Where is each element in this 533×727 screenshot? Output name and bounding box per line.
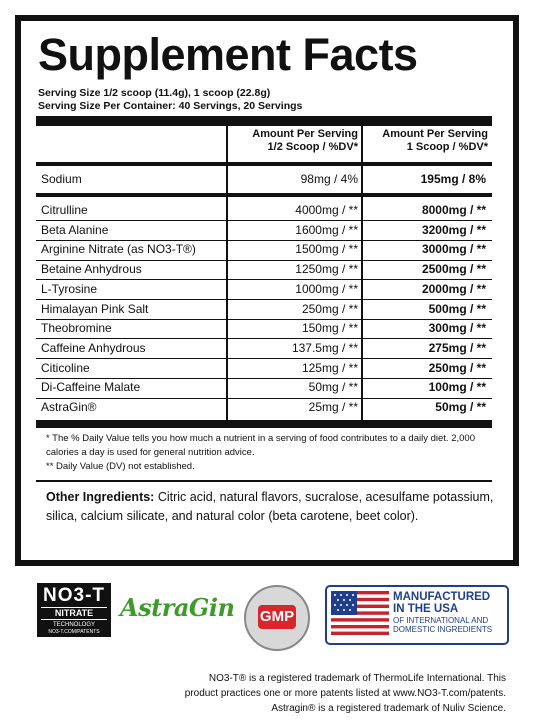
ingredient-row bbox=[36, 300, 492, 319]
other-ingredients bbox=[46, 488, 496, 526]
full-scoop-amount: 300mg / ** bbox=[428, 321, 486, 336]
ingredient-row bbox=[36, 201, 492, 220]
half-scoop-amount: 25mg / ** bbox=[308, 400, 358, 414]
sodium-row bbox=[36, 170, 492, 189]
full-scoop-amount: 3000mg / ** bbox=[421, 242, 486, 257]
ingredient-name: L-Tyrosine bbox=[41, 281, 98, 296]
daily-value-footnote: * The % Daily Value tells you how much a nutrient in a serving of food contributes to a daily diet. 2,000 calories a day is used for general nutrition advice. bbox=[46, 433, 475, 458]
half-scoop-amount: 4000mg / ** bbox=[295, 203, 358, 217]
half-scoop-amount: 50mg / ** bbox=[308, 380, 358, 395]
us-flag-icon bbox=[331, 591, 389, 635]
ingredient-name: Beta Alanine bbox=[41, 222, 109, 237]
ingredient-name: Betaine Anhydrous bbox=[41, 262, 142, 277]
other-ingredients-text: Citric acid, natural flavors, sucralose, acesulfame potassium, silica, calcium silicate, and natural color (beta carotene, beet color). bbox=[46, 490, 494, 523]
divider-bar bbox=[36, 162, 492, 166]
column-header-full-scoop: Amount Per Serving 1 Scoop / %DV* bbox=[382, 128, 488, 153]
supplement-facts-panel bbox=[15, 15, 519, 566]
full-scoop-amount: 2500mg / ** bbox=[421, 262, 486, 277]
footnote-divider bbox=[36, 480, 492, 482]
half-scoop-amount: 1000mg / ** bbox=[295, 281, 358, 296]
full-scoop-amount: 195mg / 8% bbox=[420, 172, 486, 186]
ingredient-row bbox=[36, 260, 492, 279]
serving-size: Serving Size 1/2 scoop (11.4g), 1 scoop (22.8g) bbox=[38, 87, 271, 99]
nutrient-name: Sodium bbox=[41, 172, 82, 186]
ingredient-name: Citicoline bbox=[41, 360, 90, 375]
ingredient-name: Caffeine Anhydrous bbox=[41, 340, 146, 355]
half-scoop-amount: 150mg / ** bbox=[301, 321, 358, 336]
ingredient-name: Arginine Nitrate (as NO3-T®) bbox=[41, 242, 196, 257]
ingredient-row bbox=[36, 240, 492, 259]
full-scoop-amount: 250mg / ** bbox=[428, 360, 486, 375]
no3-t-logo: NO3-T NITRATE TECHNOLOGY NO3-T.COM/PATENTS bbox=[37, 583, 111, 637]
ingredient-row bbox=[36, 221, 492, 240]
serving-info bbox=[38, 87, 302, 113]
divider-bar bbox=[36, 193, 492, 197]
ingredient-name: Di-Caffeine Malate bbox=[41, 380, 141, 395]
ingredient-row bbox=[36, 319, 492, 338]
bottom-bar bbox=[36, 420, 492, 428]
half-scoop-amount: 1500mg / ** bbox=[295, 242, 358, 257]
trademark-line-3: Astragin® is a registered trademark of Nuliv Science. bbox=[271, 703, 506, 714]
ingredient-name: Himalayan Pink Salt bbox=[41, 301, 149, 316]
ingredient-name: Theobromine bbox=[41, 321, 112, 336]
dv-not-established-footnote: ** Daily Value (DV) not established. bbox=[46, 461, 195, 472]
ingredient-row bbox=[36, 339, 492, 358]
full-scoop-amount: 2000mg / ** bbox=[421, 281, 486, 296]
panel-title: Supplement Facts bbox=[38, 29, 418, 80]
half-scoop-amount: 1250mg / ** bbox=[295, 262, 358, 277]
full-scoop-amount: 500mg / ** bbox=[428, 301, 486, 316]
usa-badge-title: MANUFACTURED IN THE USA bbox=[393, 591, 491, 615]
full-scoop-amount: 8000mg / ** bbox=[421, 203, 486, 217]
certification-logos bbox=[0, 583, 533, 643]
trademark-notice bbox=[130, 671, 506, 716]
half-scoop-amount: 98mg / 4% bbox=[300, 172, 358, 186]
header-bar bbox=[36, 116, 492, 126]
full-scoop-amount: 100mg / ** bbox=[428, 380, 486, 395]
ingredient-row bbox=[36, 378, 492, 397]
made-in-usa-badge bbox=[325, 585, 509, 645]
trademark-line-1: NO3-T® is a registered trademark of ThermoLife International. This bbox=[208, 673, 506, 684]
half-scoop-amount: 125mg / ** bbox=[301, 360, 358, 375]
column-header-half-scoop: Amount Per Serving 1/2 Scoop / %DV* bbox=[252, 128, 358, 153]
ingredient-row bbox=[36, 280, 492, 299]
ingredient-name: Citrulline bbox=[41, 203, 88, 217]
half-scoop-amount: 137.5mg / ** bbox=[291, 340, 358, 355]
astragin-logo: AstraGin bbox=[120, 593, 235, 622]
trademark-line-2: product practices one or more patents listed at www.NO3-T.com/patents. bbox=[184, 688, 506, 699]
half-scoop-amount: 1600mg / ** bbox=[295, 222, 358, 237]
full-scoop-amount: 50mg / ** bbox=[435, 400, 486, 414]
ingredient-row bbox=[36, 359, 492, 378]
usa-badge-subtitle: OF INTERNATIONAL AND DOMESTIC INGREDIENTS bbox=[393, 616, 493, 634]
full-scoop-amount: 275mg / ** bbox=[428, 340, 486, 355]
half-scoop-amount: 250mg / ** bbox=[301, 301, 358, 316]
ingredient-name: AstraGin® bbox=[41, 400, 97, 414]
ingredient-row bbox=[36, 398, 492, 417]
other-ingredients-label: Other Ingredients: bbox=[46, 490, 155, 504]
full-scoop-amount: 3200mg / ** bbox=[421, 222, 486, 237]
servings-per-container: Serving Size Per Container: 40 Servings, 20 Servings bbox=[38, 100, 303, 112]
gmp-seal: GMP bbox=[244, 585, 310, 651]
